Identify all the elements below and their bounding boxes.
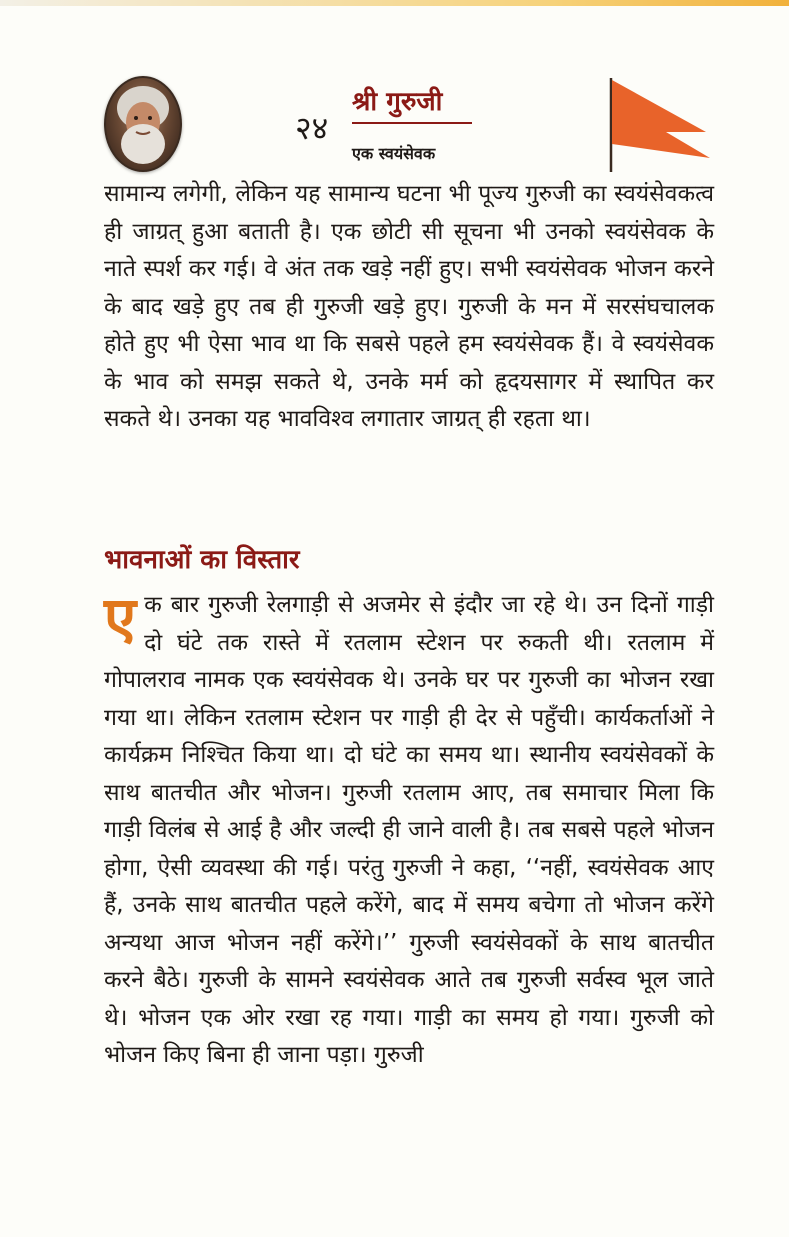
section-heading: भावनाओं का विस्तार xyxy=(104,545,300,575)
book-title: श्री गुरुजी xyxy=(352,82,472,124)
body-paragraph-2-text: क बार गुरुजी रेलगाड़ी से अजमेर से इंदौर जा रहे थे। उन दिनों गाड़ी दो घंटे तक रास्ते में रतलाम स्टेशन पर रुकती थी। रतलाम में गोपालराव नामक एक स्वयंसेवक थे। उनके घर पर गुरुजी का भोजन रखा गया था। लेकिन रतलाम स्टेशन पर गाड़ी ही देर से पहुँची। कार्यकर्ताओं ने कार्यक्रम निश्चित किया था। दो घंटे का समय था। स्थानीय स्वयंसेवकों के साथ बातचीत और भोजन। गुरुजी रतलाम आए, तब समाचार मिला कि गाड़ी विलंब से आई है और जल्दी ही जाने वाली है। तब सबसे पहले भोजन होगा, ऐसी व्यवस्था की गई। परंतु गुरुजी ने कहा, ‘‘नहीं, स्वयंसेवक आए हैं, उनके साथ बातचीत पहले करेंगे, बाद में समय बचेगा तो भोजन करेंगे अन्यथा आज भोजन नहीं करेंगे।’’ गुरुजी स्वयंसेवकों के साथ बातचीत करने बैठे। गुरुजी के सामने स्वयंसेवक आते तब गुरुजी सर्वस्व भूल जाते थे। भोजन एक ओर रखा रह गया। गाड़ी का समय हो गया। गुरुजी को भोजन किए बिना ही जाना पड़ा। गुरुजी xyxy=(104,592,714,1068)
page-number: २४ xyxy=(295,109,329,147)
drop-cap: ए xyxy=(104,584,137,652)
portrait-illustration xyxy=(106,78,180,170)
page-top-edge xyxy=(0,0,789,6)
portrait-photo xyxy=(104,76,182,172)
saffron-flag-icon xyxy=(606,74,716,174)
body-paragraph-2 xyxy=(104,584,714,1075)
body-paragraph-1: सामान्य लगेगी, लेकिन यह सामान्य घटना भी पूज्य गुरुजी का स्वयंसेवकत्व ही जाग्रत् हुआ बताती है। एक छोटी सी सूचना भी उनको स्वयंसेवक के नाते स्पर्श कर गई। वे अंत तक खड़े नहीं हुए। सभी स्वयंसेवक भोजन करने के बाद खड़े हुए तब ही गुरुजी खड़े हुए। गुरुजी के मन में सरसंघचालक होते हुए भी ऐसा भाव था कि सबसे पहले हम स्वयंसेवक हैं। वे स्वयंसेवक के भाव को समझ सकते थे, उनके मर्म को हृदयसागर में स्थापित कर सकते थे। उनका यह भावविश्व लगातार जाग्रत् ही रहता था। xyxy=(104,181,714,432)
book-subtitle: एक स्वयंसेवक xyxy=(352,144,436,163)
flag-cloth xyxy=(612,80,710,158)
